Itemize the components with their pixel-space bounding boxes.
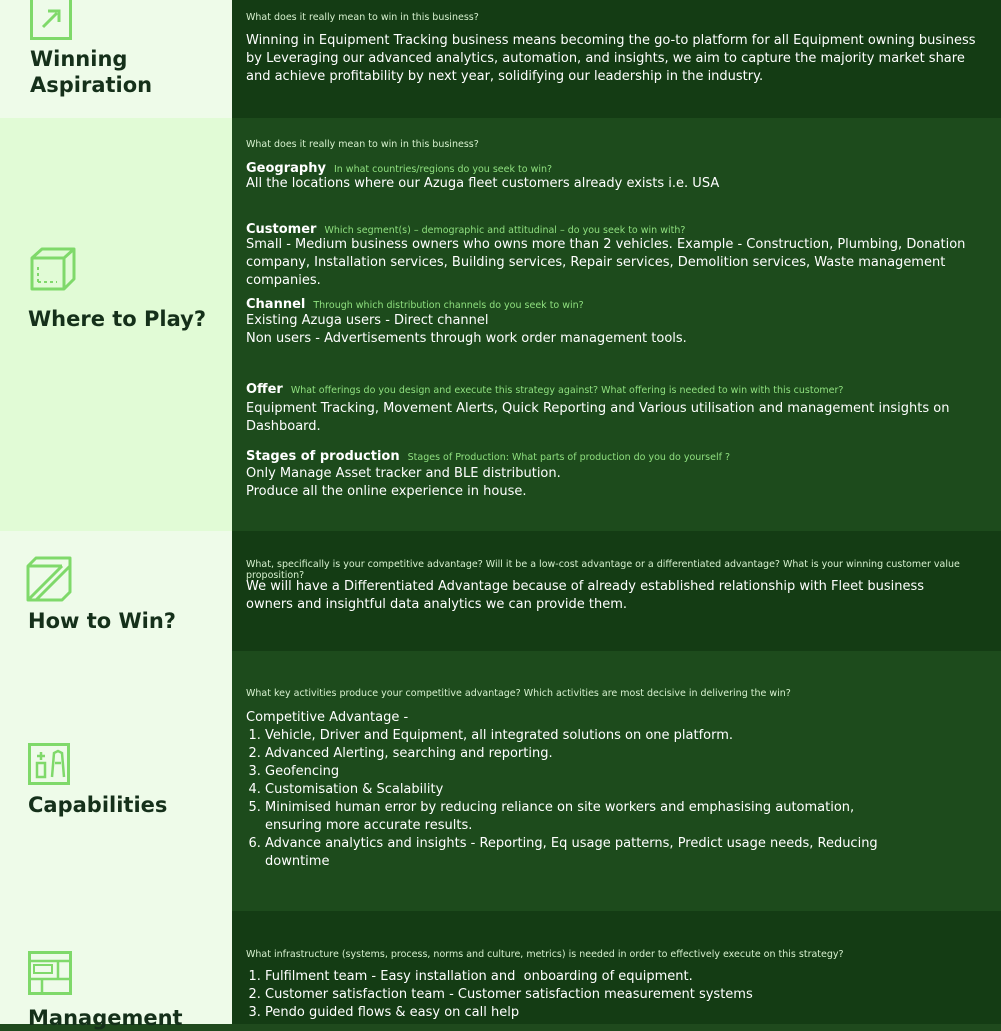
section-title-capabilities: Capabilities [28, 793, 168, 817]
stages-heading [246, 445, 730, 464]
stages-label: Stages of production [246, 449, 400, 464]
winning-body: Winning in Equipment Tracking business means becoming the go-to platform for all Equipment owning business by Leveraging our advanced analytics, automation, and insights, we aim to capture the majority market share and achieve profitability by next year, solidifying our leadership in the industry. [246, 33, 976, 84]
capabilities-intro: Competitive Advantage - [246, 710, 409, 725]
channel-answer-line2: Non users - Advertisements through work order management tools. [246, 331, 687, 346]
stages-answer-line1: Only Manage Asset tracker and BLE distribution. [246, 466, 561, 481]
customer-heading [246, 218, 685, 237]
section-capabilities [0, 651, 1001, 911]
winning-prompt: What does it really mean to win in this business? [246, 12, 479, 23]
tools-icon [28, 743, 70, 785]
list-item: 2. Advanced Alerting, searching and reporting. [265, 745, 886, 763]
section-how-to-win [0, 531, 1001, 651]
how-left-panel [0, 531, 232, 651]
channel-answer-line1: Existing Azuga users - Direct channel [246, 313, 489, 328]
channel-answer [246, 312, 986, 348]
list-item: 2. Customer satisfaction team - Customer satisfaction measurement systems [265, 986, 986, 1004]
section-title-winning [30, 46, 152, 98]
section-title-how: How to Win? [28, 609, 176, 633]
list-item: 3. Geofencing [265, 763, 886, 781]
customer-label: Customer [246, 222, 317, 237]
section-management [0, 911, 1001, 1030]
winning-left-panel [0, 0, 232, 118]
customer-answer: Small - Medium business owners who owns more than 2 vehicles. Example - Construction, Plumbing, Donation company, Installation services, Building services, Repair services, Demolition services, Waste management companies. [246, 237, 966, 288]
list-item: 5. Minimised human error by reducing reliance on site workers and emphasising automation, ensuring more accurate results. [265, 799, 886, 835]
geography-heading [246, 157, 552, 176]
channel-label: Channel [246, 297, 306, 312]
capabilities-left-panel [0, 651, 232, 911]
management-prompt: What infrastructure (systems, process, norms and culture, metrics) is needed in order to effectively execute on this strategy? [246, 949, 844, 960]
winning-title-line1: Winning [30, 47, 128, 71]
list-item: 6. Advance analytics and insights - Reporting, Eq usage patterns, Predict usage needs, Reducing downtime [265, 835, 886, 871]
geography-answer: All the locations where our Azuga fleet customers already exists i.e. USA [246, 176, 720, 191]
management-list [246, 968, 986, 1022]
capabilities-list [246, 727, 886, 871]
offer-question: What offerings do you design and execute this strategy against? What offering is needed to win with this customer? [290, 385, 844, 396]
dashboard-layout-icon [28, 951, 72, 995]
section-where-to-play [0, 118, 1001, 531]
capabilities-prompt: What key activities produce your competitive advantage? Which activities are most decisive in delivering the win? [246, 688, 791, 699]
management-body [246, 968, 986, 1022]
list-item: 1. Fulfilment team - Easy installation and onboarding of equipment. [265, 968, 986, 986]
offer-answer: Equipment Tracking, Movement Alerts, Quick Reporting and Various utilisation and management insights on Dashboard. [246, 401, 950, 434]
stages-answer [246, 465, 986, 501]
section-title-management: Management [28, 1006, 183, 1030]
how-prompt: What, specifically is your competitive advantage? Will it be a low-cost advantage or a differentiated advantage? What is your winning customer value proposition? [246, 559, 960, 581]
section-title-where: Where to Play? [28, 307, 207, 331]
offer-label: Offer [246, 382, 283, 397]
management-left-panel [0, 911, 232, 1030]
geography-label: Geography [246, 161, 326, 176]
channel-question: Through which distribution channels do you seek to win? [313, 300, 584, 311]
geography-question: In what countries/regions do you seek to win? [333, 164, 553, 175]
arrow-up-right-icon [30, 0, 72, 40]
where-left-panel [0, 118, 232, 531]
where-prompt: What does it really mean to win in this business? [246, 139, 479, 150]
diagonal-square-icon [26, 556, 72, 602]
cube-icon [30, 247, 76, 291]
capabilities-body [246, 709, 886, 871]
customer-question: Which segment(s) – demographic and attitudinal – do you seek to win with? [324, 225, 686, 236]
stages-answer-line2: Produce all the online experience in house. [246, 484, 527, 499]
stages-question: Stages of Production: What parts of production do you do yourself ? [407, 452, 731, 463]
channel-heading [246, 293, 584, 312]
list-item: 4. Customisation & Scalability [265, 781, 886, 799]
list-item: 1. Vehicle, Driver and Equipment, all integrated solutions on one platform. [265, 727, 886, 745]
section-winning-aspiration [0, 0, 1001, 118]
winning-title-line2: Aspiration [30, 73, 153, 97]
offer-heading [246, 378, 843, 397]
list-item: 3. Pendo guided flows & easy on call help [265, 1004, 986, 1022]
how-body: We will have a Differentiated Advantage because of already established relationship with Fleet business owners and insightful data analytics we can provide them. [246, 579, 925, 612]
